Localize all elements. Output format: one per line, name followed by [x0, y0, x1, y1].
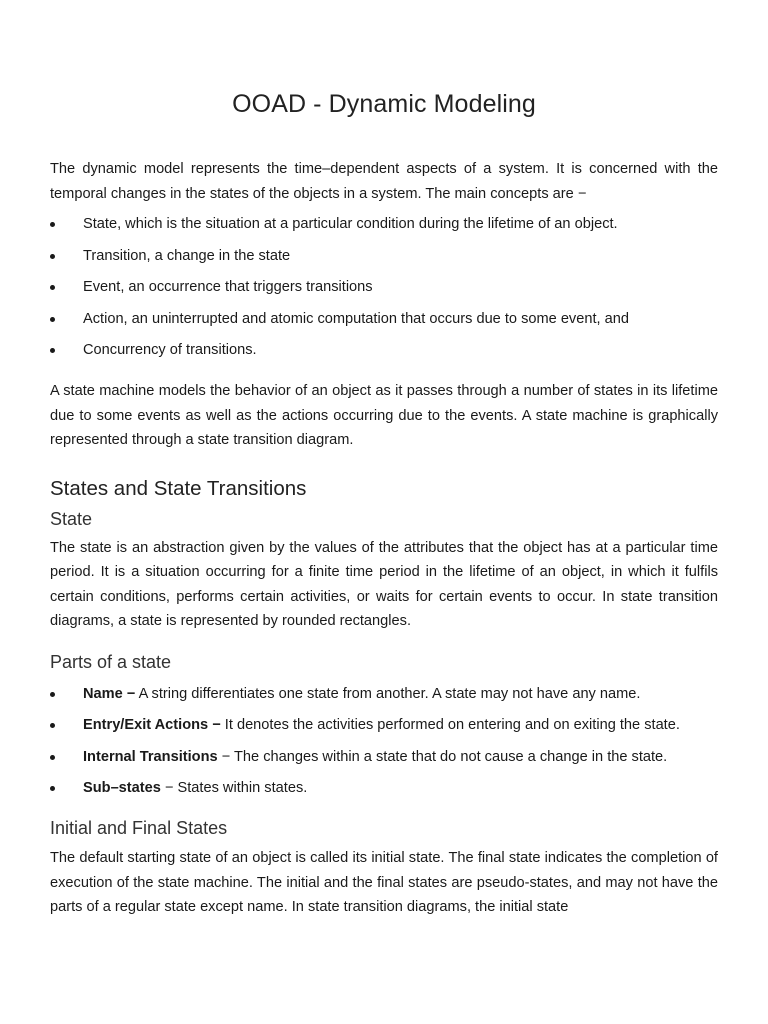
bullet-icon — [50, 254, 55, 259]
list-item: Entry/Exit Actions − It denotes the activities performed on entering and on exiting the state. — [50, 715, 718, 735]
subsection-heading-initial-final: Initial and Final States — [50, 818, 228, 838]
page-title: OOAD - Dynamic Modeling — [232, 90, 536, 118]
bullet-icon — [50, 222, 55, 227]
subsection-heading-parts: Parts of a state — [50, 651, 172, 672]
list-item: Transition, a change in the state — [50, 246, 718, 266]
term: Entry/Exit Actions − — [83, 717, 221, 733]
list-item: Sub–states − States within states. — [50, 778, 718, 798]
concepts-list — [50, 214, 718, 360]
list-item: State, which is the situation at a particular condition during the lifetime of an object. — [50, 214, 718, 234]
list-item: Concurrency of transitions. — [50, 340, 718, 360]
bullet-icon — [50, 755, 55, 760]
parts-list — [50, 684, 718, 799]
section-heading-states: States and State Transitions — [50, 476, 307, 500]
bullet-icon — [50, 786, 55, 791]
bullet-icon — [50, 348, 55, 353]
initial-final-paragraph: The default starting state of an object is called its initial state. The final state indicates the completion of execution of the state machine. The initial and the final states are pseudo-states, and may not have the parts of a regular state except name. In state transition diagrams, the initial state — [50, 850, 718, 915]
bullet-icon — [50, 285, 55, 290]
list-item: Internal Transitions − The changes within a state that do not cause a change in the state. — [50, 747, 718, 767]
state-paragraph: The state is an abstraction given by the values of the attributes that the object has at a particular time period. It is a situation occurring for a finite time period in the lifetime of an object, in which it fulfils certain conditions, performs certain activities, or waits for certain events to occur. In state transition diagrams, a state is represented by rounded rectangles. — [50, 539, 718, 629]
term: Name − — [83, 685, 136, 702]
state-machine-paragraph: A state machine models the behavior of an object as it passes through a number of states in its lifetime due to some events as well as the actions occurring due to the events. A state machine is graphically represented through a state transition diagram. — [50, 383, 718, 448]
subsection-heading-state: State — [50, 508, 93, 529]
bullet-icon — [50, 723, 55, 728]
list-item: Name − A string differentiates one state from another. A state may not have any name. — [50, 684, 718, 704]
list-item: Event, an occurrence that triggers transitions — [50, 277, 718, 297]
list-item: Action, an uninterrupted and atomic computation that occurs due to some event, and — [50, 309, 718, 329]
term: Sub–states — [83, 780, 161, 796]
bullet-icon — [50, 317, 55, 322]
bullet-icon — [50, 692, 55, 697]
term: Internal Transitions — [83, 748, 218, 765]
intro-paragraph: The dynamic model represents the time–dependent aspects of a system. It is concerned with the temporal changes in the states of the objects in a system. The main concepts are − — [50, 161, 718, 202]
